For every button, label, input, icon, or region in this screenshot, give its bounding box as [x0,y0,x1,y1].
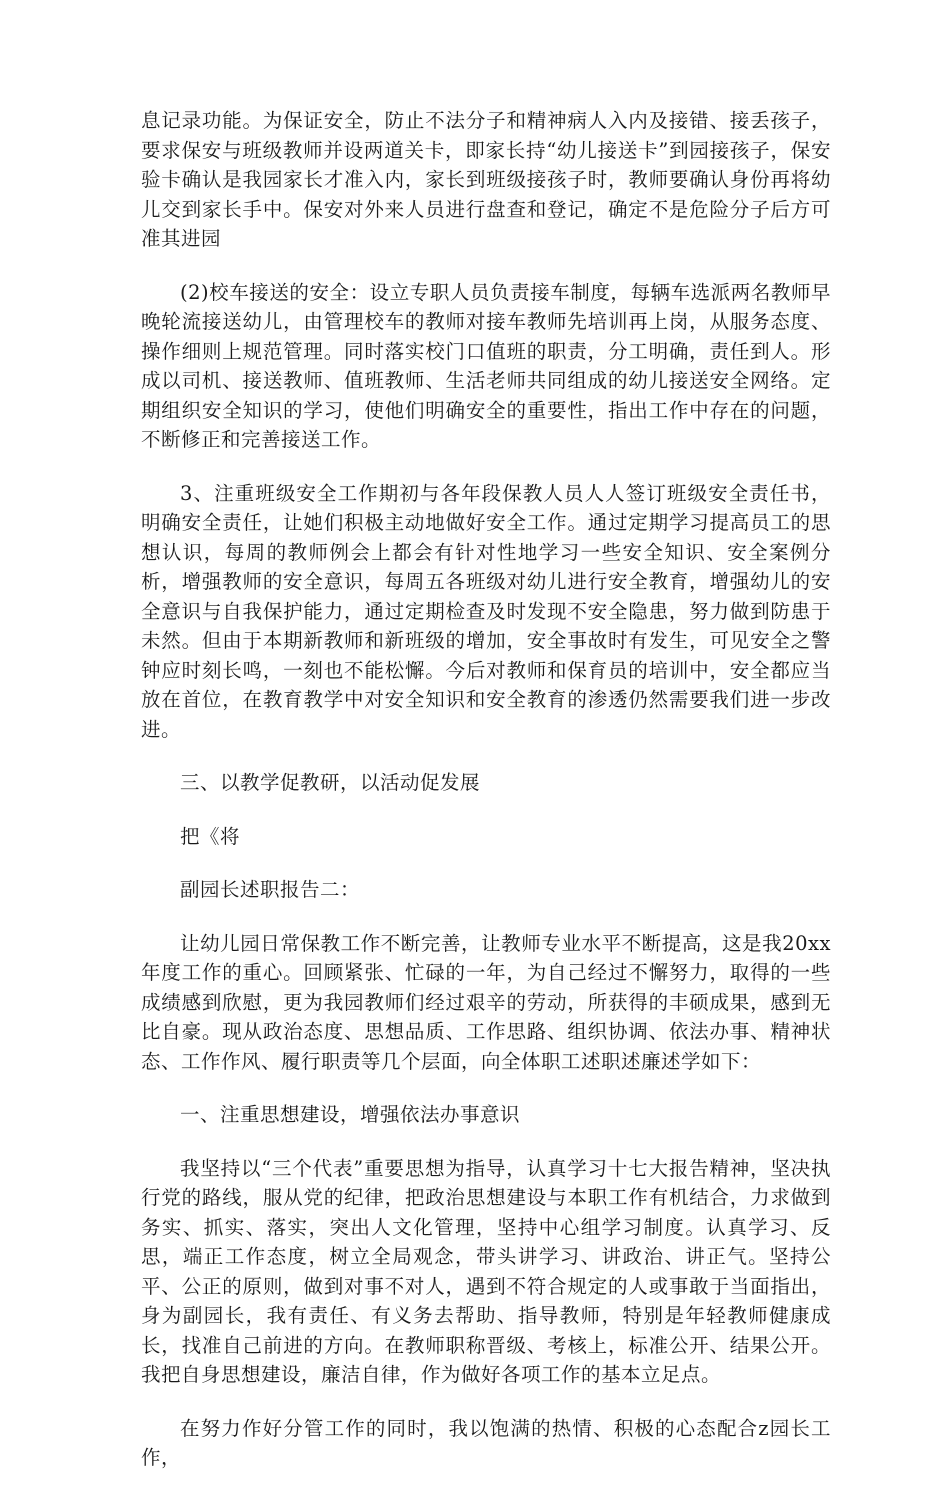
section-heading-teaching-research: 三、以教学促教研，以活动促发展 [180,771,481,794]
paragraph-safety-records: 息记录功能。为保证安全，防止不法分子和精神病人入内及接错、接丢孩子，要求保安与班级教师并设两道关卡，即家长持“幼儿接送卡”到园接孩子，保安验卡确认是我园家长才准入内，家长到班级接孩子时，教师要确认身份再将幼儿交到家长手中。保安对外来人员进行盘查和登记，确定不是危险分子后方可准其进园 [141,109,831,250]
paragraph-ideology-details: 我坚持以“三个代表”重要思想为指导，认真学习十七大报告精神，坚决执行党的路线，服从党的纪律，把政治思想建设与本职工作有机结合，力求做到务实、抓实、落实，突出人文化管理，坚持中心组学习制度。认真学习、反思，端正工作态度，树立全局观念，带头讲学习、讲政治、讲正气。坚持公平、公正的原则，做到对事不对人，遇到不符合规定的人或事敢于当面指出，身为副园长，我有责任、有义务去帮助、指导教师，特别是年轻教师健康成长，找准自己前进的方向。在教师职称晋级、考核上，标准公开、结果公开。我把自身思想建设，廉洁自律，作为做好各项工作的基本立足点。 [141,1156,831,1386]
paragraph-cooperation: 在努力作好分管工作的同时，我以饱满的热情、积极的心态配合z园长工作， [141,1416,831,1469]
document-body [141,106,831,1497]
paragraph-class-safety: 3、注重班级安全工作期初与各年段保教人员人人签订班级安全责任书，明确安全责任，让她们积极主动地做好安全工作。通过定期学习提高员工的思想认识，每周的教师例会上都会有针对性地学习一些安全知识、安全案例分析，增强教师的安全意识，每周五各班级对幼儿进行安全教育，增强幼儿的安全意识与自我保护能力，通过定期检查及时发现不安全隐患，努力做到防患于未然。但由于本期新教师和新班级的增加，安全事故时有发生，可见安全之警钟应时刻长鸣，一刻也不能松懈。今后对教师和保育员的培训中，安全都应当放在首位，在教育教学中对安全知识和安全教育的渗透仍然需要我们进一步改进。 [141,481,831,741]
paragraph-school-bus-safety: (2)校车接送的安全：设立专职人员负责接车制度，每辆车选派两名教师早晚轮流接送幼儿，由管理校车的教师对接车教师先培训再上岗，从服务态度、操作细则上规范管理。同时落实校门口值班的职责，分工明确，责任到人。形成以司机、接送教师、值班教师、生活老师共同组成的幼儿接送安全网络。定期组织安全知识的学习，使他们明确安全的重要性，指出工作中存在的问题，不断修正和完善接送工作。 [141,280,831,451]
paragraph-fragment: 把《将 [180,824,241,848]
section-heading-ideological-building: 一、注重思想建设，增强依法办事意识 [180,1103,521,1126]
report-title-two: 副园长述职报告二： [180,878,361,901]
paragraph-annual-intro: 让幼儿园日常保教工作不断完善，让教师专业水平不断提高，这是我20xx年度工作的重心。回顾紧张、忙碌的一年，为自己经过不懈努力，取得的一些成绩感到欣慰，更为我园教师们经过艰辛的劳动，所获得的丰硕成果，感到无比自豪。现从政治态度、思想品质、工作思路、组织协调、依法办事、精神状态、工作作风、履行职责等几个层面，向全体职工述职述廉述学如下： [141,931,831,1073]
